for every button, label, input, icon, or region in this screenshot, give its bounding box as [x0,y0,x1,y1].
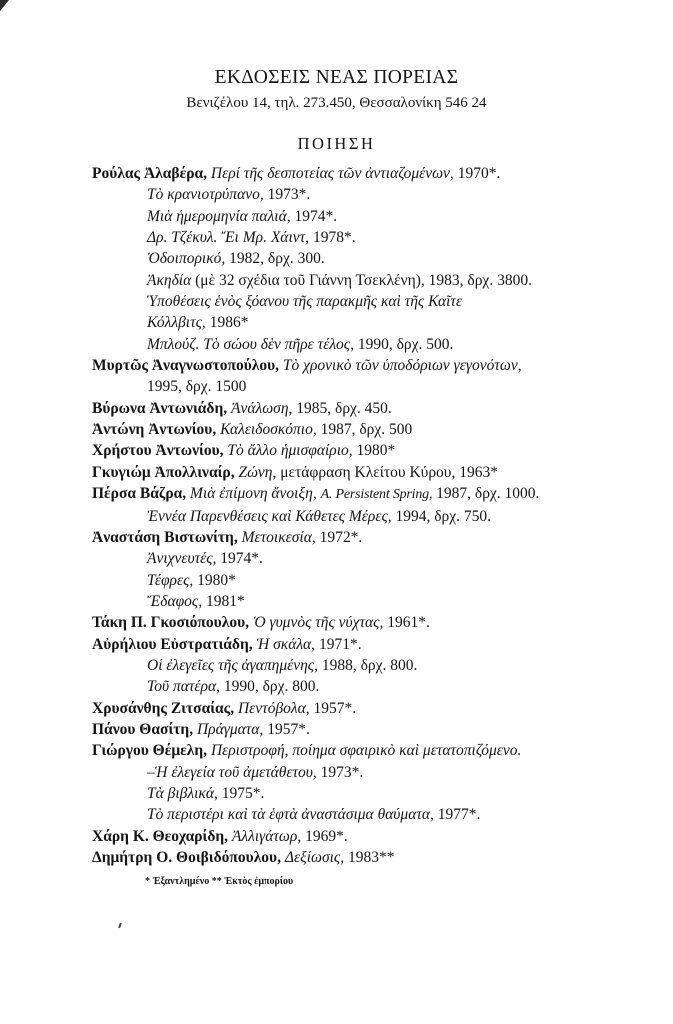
catalog-entry-title: Μιὰ ἡμερομηνία παλιά, [147,207,291,225]
catalog-entry [92,826,652,847]
catalog-entry-title: Ἔδαφος, [147,592,203,610]
catalog-entry [92,483,652,505]
catalog-entry-author: Γκυγιώμ Ἀπολλιναίρ, [92,463,235,481]
catalog-entry-details: 1986* [209,314,249,332]
catalog-entry-details: 1987, δρχ. 1000. [436,485,540,503]
catalog-entry-author: Τάκη Π. Γκοσιόπουλου, [92,614,249,632]
catalog-entry-details: 1982, δρχ. 300. [229,250,325,268]
catalog-entry-details: 1969*. [305,827,348,845]
catalog-entry [92,398,652,419]
footnote: * Ἐξαντλημένο ** Ἐκτὸς ἐμπορίου [145,876,294,887]
catalog-entry-author: Βύρωνα Ἀντωνιάδη, [92,399,228,417]
catalog-entry-title: Οἱ ἐλεγεῖες τῆς ἀγαπημένης, [147,656,318,674]
publisher-header [0,66,673,113]
catalog-entry [92,227,652,248]
catalog-entry-title: Μιὰ ἐπίμονη ἄνοιξη, [190,485,317,503]
catalog-entry-details: (μὲ 32 σχέδια τοῦ Γιάννη Τσεκλένη), 1983, δρχ. 3800. [195,271,532,289]
catalog-entry-author: Δημήτρη Ο. Θοιβιδόπουλου, [92,849,281,866]
catalog-entry [92,270,652,291]
catalog-entry-details: 1977*. [437,806,481,824]
catalog-entry-title: Πεντόβολα, [237,699,310,717]
catalog-entry-details: 1983** [347,849,395,866]
catalog-entry [92,740,652,761]
catalog-entry-details: 1974*. [294,207,338,225]
catalog-entry-title: –Ἡ ἐλεγεία τοῦ ἀμετάθετου, [147,763,317,781]
catalog-entry-details: 1980* [197,571,236,589]
catalog-entry-title: Περιστροφή, ποίημα σφαιρικὸ καὶ μετατοπιζόμενο. [210,742,522,760]
catalog-entry [92,527,652,548]
catalog-entry [92,634,652,655]
catalog-entry [92,804,652,825]
catalog-entry [92,570,652,591]
catalog-list [92,163,652,868]
catalog-entry [92,548,652,569]
catalog-entry-details: 1972*. [319,528,363,546]
catalog-entry [92,591,652,612]
catalog-entry-author: Χρήστου Ἀντωνίου, [92,442,224,460]
catalog-entry-details: 1987, δρχ. 500 [320,421,413,439]
catalog-entry [92,612,652,633]
catalog-entry-details: 1975*. [221,784,265,802]
catalog-entry [92,184,652,205]
catalog-entry-title-en: A. Persistent Spring, [320,487,433,503]
catalog-entry-details: 1957*. [313,699,357,717]
catalog-entry-title: Πράγματα, [196,720,264,738]
page-corner-mark [0,0,16,16]
catalog-entry-title: Ὁδοιπορικό, [147,250,226,268]
catalog-entry [92,291,652,312]
catalog-entry-title: Μπλούζ. Τὸ σώου δὲν πῆρε τέλος, [147,335,354,353]
section-title: ΠΟΙΗΣΗ [297,134,376,153]
catalog-entry-details: 1971*. [318,635,362,653]
catalog-entry-author: Γιώργου Θέμελη, [92,742,208,760]
catalog-entry [92,676,652,697]
catalog-entry-details: μετάφραση Κλείτου Κύρου, 1963* [280,463,498,481]
catalog-entry [92,462,652,483]
catalog-entry [92,419,652,440]
stray-ink-mark [118,923,122,928]
catalog-entry-author: Ἀντώνη Ἀντωνίου, [92,421,217,439]
catalog-entry-details: 1990, δρχ. 800. [223,678,320,696]
catalog-entry-author: Ἀναστάση Βιστωνίτη, [92,528,238,546]
catalog-entry [92,783,652,804]
catalog-entry [92,163,652,184]
catalog-entry-details: 1980* [356,442,396,460]
catalog-entry [92,312,652,333]
catalog-entry-title: Τὸ χρονικὸ τῶν ὑποδόριων γεγονότων, [282,357,522,375]
publisher-name: ΕΚΔΟΣΕΙΣ ΝΕΑΣ ΠΟΡΕΙΑΣ [214,67,459,88]
catalog-entry-details: 1994, δρχ. 750. [395,507,492,525]
catalog-entry-details: 1974*. [220,550,263,568]
catalog-entry-details: 1995, δρχ. 1500 [147,378,247,396]
catalog-entry-details: 1990, δρχ. 500. [357,335,454,353]
catalog-entry-title: Ἀκηδία [147,271,192,289]
catalog-entry-title: Ζώνη, [238,463,277,481]
catalog-entry-details: 1985, δρχ. 450. [296,399,392,417]
catalog-entry-title: Τοῦ πατέρα, [147,678,220,696]
catalog-entry-author: Πάνου Θασίτη, [92,720,194,738]
publisher-address: Βενιζέλου 14, τηλ. 273.450, Θεσσαλονίκη 546 24 [186,95,487,111]
catalog-entry-details: 1981* [205,592,245,610]
catalog-entry-title: Ὑποθέσεις ἑνὸς ξόανου τῆς παρακμῆς καὶ τῆς Καῖτε [147,293,463,311]
catalog-entry-author: Χρυσάνθης Ζιτσαίας, [92,699,235,717]
catalog-entry-author: Αὐρήλιου Εὐστρατιάδη, [92,635,253,653]
catalog-entry-title: Τὸ περιστέρι καὶ τὰ ἑφτὰ ἀναστάσιμα θαύματα, [147,806,434,824]
catalog-entry-title: Τέφρες, [147,571,194,589]
catalog-entry-title: Ἀλλιγάτωρ, [231,827,302,845]
catalog-entry-title: Δεξίωσις, [284,849,345,866]
catalog-entry-details: 1988, δρχ. 800. [321,656,418,674]
catalog-entry-author: Πέρσα Βάζρα, [92,485,187,503]
catalog-entry-title: Δρ. Τζέκυλ. Ἔι Μρ. Χάιντ, [147,229,310,247]
catalog-entry [92,334,652,355]
catalog-entry-title: Ἡ σκάλα, [256,635,316,653]
catalog-entry [92,376,652,397]
catalog-entry [92,847,652,868]
catalog-entry-title: Ἀνάλωση, [231,399,293,417]
catalog-entry [92,698,652,719]
catalog-entry [92,206,652,227]
catalog-entry-title: Ὁ γυμνὸς τῆς νύχτας, [252,614,384,632]
catalog-entry-title: Κόλλβιτς, [147,314,206,332]
catalog-entry-title: Τὰ βιβλικά, [147,784,218,802]
catalog-entry-title: Ἐννέα Παρενθέσεις καὶ Κάθετες Μέρες, [147,507,392,525]
catalog-entry-details: 1957*. [267,720,310,738]
catalog-entry [92,762,652,783]
catalog-entry-title: Καλειδοσκόπιο, [220,421,317,439]
catalog-entry [92,719,652,740]
catalog-entry-author: Χάρη Κ. Θεοχαρίδη, [92,827,229,845]
catalog-entry-title: Ἀνιχνευτές, [147,550,217,568]
catalog-entry-details: 1970*. [457,165,501,182]
catalog-entry [92,506,652,527]
catalog-entry-details: 1973*. [267,186,311,204]
catalog-entry-author: Ρούλας Ἀλαβέρα, [92,165,208,182]
catalog-entry-details: 1961*. [387,614,430,632]
catalog-entry-title: Τὸ ἄλλο ἡμισφαίριο, [227,442,353,460]
catalog-entry-title: Μετοικεσία, [241,528,316,546]
catalog-entry [92,248,652,269]
catalog-entry-title: Τὸ κρανιοτρύπανο, [147,186,264,204]
catalog-entry [92,440,652,461]
catalog-entry-details: 1978*. [312,229,356,247]
catalog-entry-details: 1973*. [320,763,364,781]
catalog-entry-author: Μυρτῶς Ἀναγνωστοπούλου, [92,357,280,375]
catalog-entry-title: Περί τῆς δεσποτείας τῶν ἀντιαζομένων, [210,165,454,182]
catalog-entry [92,655,652,676]
catalog-entry [92,355,652,376]
